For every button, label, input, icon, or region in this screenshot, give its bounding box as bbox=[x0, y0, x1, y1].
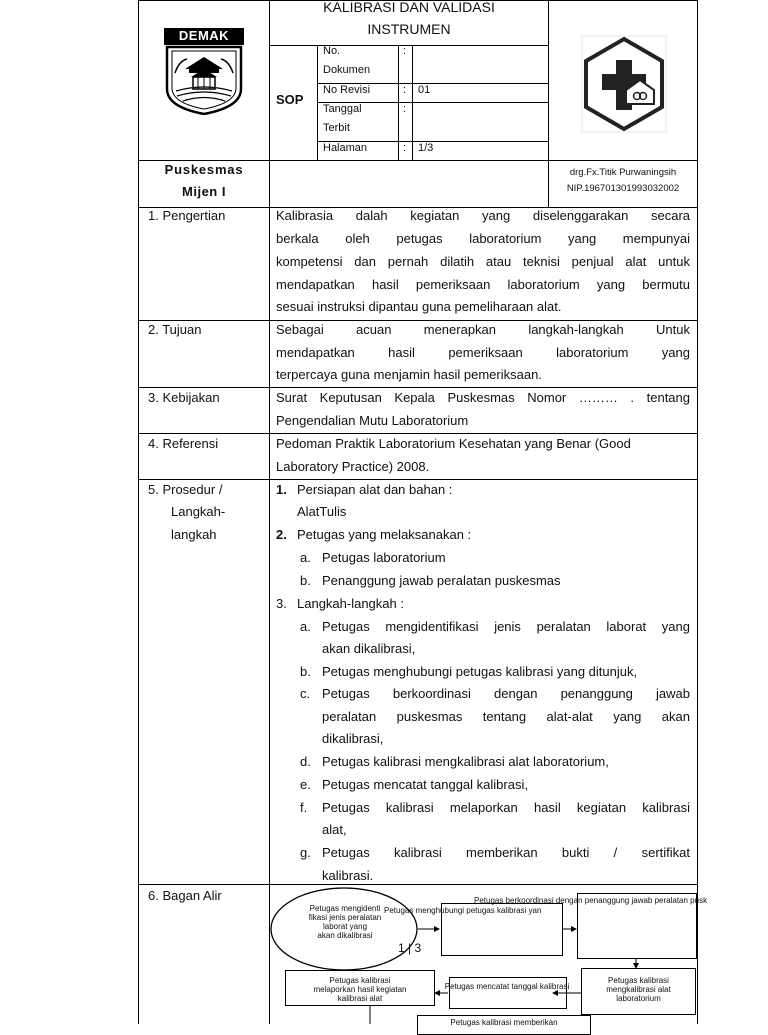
section-label-kebijakan: 3. Kebijakan bbox=[148, 390, 220, 405]
referensi-line: Laboratory Practice) 2008. bbox=[276, 459, 430, 474]
tujuan-line: mendapatkan hasil pemeriksaan laboratorium yang bbox=[276, 345, 690, 360]
page-number: 1 | 3 bbox=[398, 941, 422, 955]
flow-node-line: mengkalibrasi alat bbox=[606, 985, 671, 994]
field-sep-no-dokumen: : bbox=[403, 45, 407, 57]
flow-node-line: akan dikalibrasi bbox=[317, 931, 373, 940]
step-3-item-line: alat, bbox=[322, 822, 347, 837]
step-3-number: 3. bbox=[276, 596, 287, 611]
flow-node-memberikan-text: Petugas kalibrasi memberikan bbox=[450, 1018, 558, 1027]
step-1-sub: AlatTulis bbox=[297, 504, 347, 519]
step-3-marker: c. bbox=[300, 686, 311, 701]
field-label-halaman: Halaman bbox=[323, 142, 368, 154]
step-3-item-line: dikalibrasi, bbox=[322, 731, 384, 746]
step-3-item-line: Petugas mengidentifikasi jenis peralatan laborat yang bbox=[322, 619, 690, 634]
step-3-item-line: Petugas kalibrasi melaporkan hasil kegiatan kalibrasi bbox=[322, 800, 690, 815]
signer-nip: NIP.196701301993032002 bbox=[566, 183, 680, 194]
border-left bbox=[138, 0, 139, 1024]
section-label-tujuan: 2. Tujuan bbox=[148, 322, 202, 337]
pengertian-line: kompetensi dan pernah dilatih atau teknisi penjual alat untuk bbox=[276, 254, 690, 269]
step-3-item-line: kalibrasi. bbox=[322, 868, 374, 883]
sep-col-b bbox=[412, 45, 413, 161]
sop-label: SOP bbox=[276, 92, 304, 107]
step-1-text: Persiapan alat dan bahan : bbox=[297, 482, 453, 497]
section-label-referensi: 4. Referensi bbox=[148, 436, 219, 451]
step-3-item-line: Petugas berkoordinasi dengan penanggung jawab bbox=[322, 686, 690, 701]
border-right bbox=[697, 0, 698, 1024]
field-sep-no-revisi: : bbox=[403, 84, 407, 96]
flow-node-mencatat-text: Petugas mencatat tanggal kalibrasi bbox=[444, 982, 570, 991]
pengertian-line: mendapatkan hasil pemeriksaan laboratorium yang bermutu bbox=[276, 277, 690, 292]
step-2-item: Penanggung jawab peralatan puskesmas bbox=[322, 573, 561, 588]
step-3-marker: g. bbox=[300, 845, 311, 860]
document-title: KALIBRASI DAN VALIDASI bbox=[323, 0, 495, 15]
flow-node-identifikasi bbox=[296, 904, 394, 940]
pengertian-line: Kalibrasia dalah kegiatan yang diselenggarakan secara bbox=[276, 208, 690, 223]
field-value-no-revisi: 01 bbox=[418, 84, 431, 96]
tujuan-line: Sebagai acuan menerapkan langkah-langkah Untuk bbox=[276, 322, 690, 337]
step-3-text: Langkah-langkah : bbox=[297, 596, 404, 611]
flow-node-line: kalibrasi alat bbox=[337, 994, 383, 1003]
step-3-marker: f. bbox=[300, 800, 308, 815]
flow-node-menghubungi-text: Petugas menghubungi petugas kalibrasi yan bbox=[384, 906, 542, 915]
flow-node-mengkalibrasi-text bbox=[581, 976, 696, 1003]
step-1-number: 1. bbox=[276, 482, 287, 497]
logo-text: DEMAK bbox=[178, 28, 230, 43]
puskesmas-logo-icon bbox=[578, 34, 670, 134]
pengertian-line: berkala oleh petugas laboratorium yang mempunyai bbox=[276, 231, 690, 246]
step-2-text: Petugas yang melaksanakan : bbox=[297, 527, 472, 542]
field-label-no-dokumen-2: Dokumen bbox=[323, 64, 371, 76]
title-bottom-line bbox=[269, 45, 549, 46]
field-value-halaman: 1/3 bbox=[418, 142, 434, 154]
section-label-pengertian: 1. Pengertian bbox=[148, 208, 226, 223]
tujuan-line: terpercaya guna menjamin hasil pemeriksaan. bbox=[276, 367, 542, 382]
section-label-prosedur: 5. Prosedur / bbox=[148, 482, 223, 497]
pengertian-line: sesuai instruksi dipantau guna pemeliharaan alat. bbox=[276, 299, 562, 314]
step-3-item-line: Petugas kalibrasi memberikan bukti / sertifikat bbox=[322, 845, 690, 860]
referensi-line: Pedoman Praktik Laboratorium Kesehatan yang Benar (Good bbox=[276, 436, 631, 451]
kebijakan-line: Surat Keputusan Kepala Puskesmas Nomor ……… . tentang bbox=[276, 390, 690, 405]
step-3-item-line: peralatan puskesmas tentang alat-alat yang akan bbox=[322, 709, 690, 724]
field-sep-halaman: : bbox=[403, 142, 407, 154]
step-3-item-line: akan dikalibrasi, bbox=[322, 641, 416, 656]
step-2-item: Petugas laboratorium bbox=[322, 550, 446, 565]
flow-node-line: laborat yang bbox=[322, 922, 368, 931]
document-title-line2: INSTRUMEN bbox=[367, 21, 451, 37]
flow-node-line: Petugas kalibrasi bbox=[608, 976, 669, 985]
step-3-item-line: Petugas kalibrasi mengkalibrasi alat laboratorium, bbox=[322, 754, 609, 769]
step-2-marker: a. bbox=[300, 550, 311, 565]
flow-node-line: laboratorium bbox=[616, 994, 661, 1003]
col-divider-1 bbox=[269, 0, 270, 1024]
kebijakan-line: Pengendalian Mutu Laboratorium bbox=[276, 413, 469, 428]
org-name-line2: Mijen I bbox=[182, 184, 226, 199]
field-label-no-revisi: No Revisi bbox=[323, 84, 371, 96]
org-name: Puskesmas bbox=[164, 162, 244, 177]
step-3-item-line: Petugas menghubungi petugas kalibrasi yang ditunjuk, bbox=[322, 664, 638, 679]
step-3-marker: b. bbox=[300, 664, 311, 679]
section-label-prosedur-3: langkah bbox=[171, 527, 217, 542]
flow-node-line: Petugas kalibrasi bbox=[329, 976, 391, 985]
section-label-prosedur-2: Langkah- bbox=[171, 504, 226, 519]
field-label-tanggal-2: Terbit bbox=[323, 122, 350, 134]
step-3-marker: a. bbox=[300, 619, 311, 634]
signer-name: drg.Fx.Titik Purwaningsih bbox=[569, 167, 677, 178]
step-2-number: 2. bbox=[276, 527, 287, 542]
field-label-no-dokumen: No. bbox=[323, 45, 341, 57]
flow-node-line: fikasi jenis peralatan bbox=[308, 913, 382, 922]
step-2-marker: b. bbox=[300, 573, 311, 588]
step-3-marker: d. bbox=[300, 754, 311, 769]
sep-col-a bbox=[398, 45, 399, 161]
flow-node-melaporkan-text bbox=[285, 976, 435, 1003]
flow-node-koordinasi-text: Petugas berkoordinasi dengan penanggung jawab peralatan pusk bbox=[474, 896, 708, 905]
field-label-tanggal: Tanggal bbox=[323, 103, 362, 115]
section-label-bagan-alir: 6. Bagan Alir bbox=[148, 888, 222, 903]
flow-node-line: melaporkan hasil kegiatan bbox=[313, 985, 407, 994]
flow-node-line: Petugas mengidenti bbox=[309, 904, 381, 913]
step-3-item-line: Petugas mencatat tanggal kalibrasi, bbox=[322, 777, 528, 792]
field-sep-tanggal: : bbox=[403, 103, 407, 115]
step-3-marker: e. bbox=[300, 777, 311, 792]
sop-field-col bbox=[317, 45, 318, 161]
